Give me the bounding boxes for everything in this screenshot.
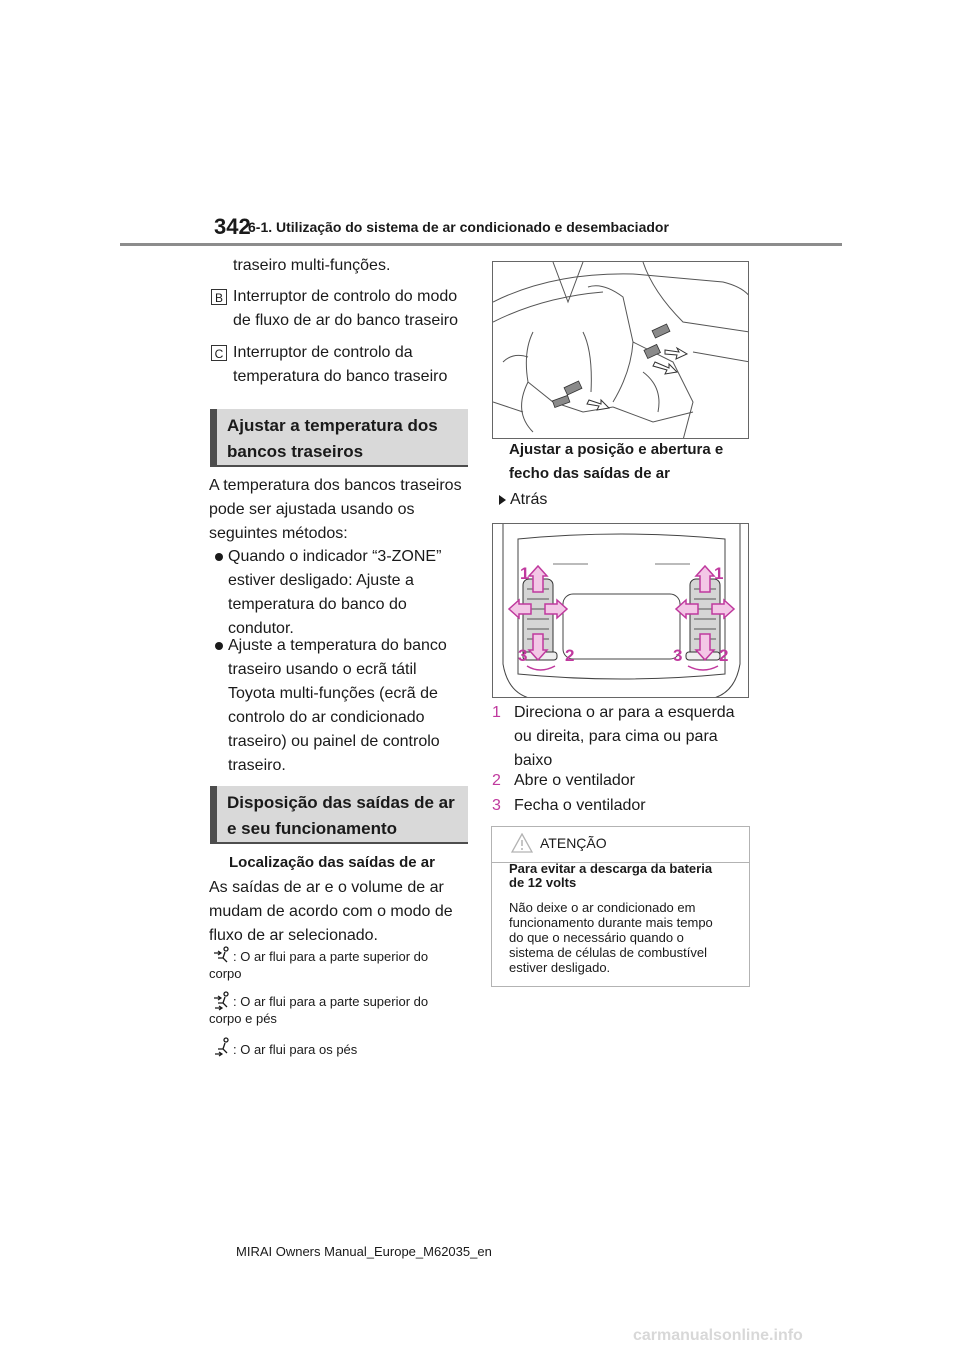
para2-line: mudam de acordo com o modo de	[209, 903, 453, 920]
caution-subtitle: Para evitar a descarga da bateria de 12 volts	[509, 861, 713, 890]
vent-label-3-right: 3	[673, 646, 683, 665]
face-airflow-icon	[212, 946, 232, 966]
heading1-line2: bancos traseiros	[227, 442, 364, 461]
vent-label-1-right: 1	[714, 564, 724, 583]
para1-line: pode ser ajustada usando os	[209, 501, 415, 518]
para2-line: fluxo de ar selecionado.	[209, 927, 378, 944]
face-feet-airflow-icon	[212, 991, 232, 1011]
feet-airflow-icon	[212, 1037, 232, 1057]
step-1-text: Direciona o ar para a esquerda ou direita, para cima ou para baixo	[514, 704, 735, 769]
vent-diagram	[493, 524, 749, 698]
paragraph-rear-temp	[209, 474, 462, 546]
bullet-dot	[215, 642, 223, 650]
heading-rear-seat-temperature	[210, 409, 468, 467]
item-c-line2: temperatura do banco traseiro	[233, 368, 448, 385]
page-number: 342	[214, 214, 251, 239]
caption-line2: fecho das saídas de ar	[509, 465, 670, 482]
triangle-bullet-icon	[499, 495, 506, 505]
header-rule	[120, 243, 842, 246]
vent-label-1-left: 1	[520, 564, 530, 583]
heading1-line1: Ajustar a temperatura dos	[227, 416, 438, 435]
heading-air-outlets	[210, 786, 468, 844]
item-b-line1: Interruptor de controlo do modo	[233, 288, 458, 305]
rear-seat-illustration	[493, 262, 749, 439]
mode-face-feet-line1: : O ar flui para a parte superior do	[233, 994, 429, 1009]
mode-face-feet-line2: corpo e pés	[209, 1011, 277, 1026]
item-c-line1: Interruptor de controlo da	[233, 344, 413, 361]
section-title: 6-1. Utilização do sistema de ar condicionado e desembaciador	[248, 219, 669, 235]
footer-text: MIRAI Owners Manual_Europe_M62035_en	[236, 1244, 492, 1259]
figure-vent-adjustment	[492, 523, 749, 698]
mode-feet-line1: : O ar flui para os pés	[233, 1042, 358, 1057]
label-b-box: B	[211, 289, 227, 305]
watermark: carmanualsonline.info	[633, 1327, 803, 1344]
caption-line1: Ajustar a posição e abertura e	[509, 441, 724, 458]
step-3-text: Fecha o ventilador	[514, 797, 646, 814]
bullet-2-text: Ajuste a temperatura do banco traseiro usando o ecrã tátil Toyota multi-funções (ecrã de controlo do ar condicionado traseiro) ou painel de controlo traseiro.	[228, 637, 447, 774]
caution-title: ATENÇÃO	[540, 835, 607, 851]
mode-face-line1: : O ar flui para a parte superior do	[233, 949, 429, 964]
vent-label-2-left: 2	[565, 646, 575, 665]
step-number: 1	[492, 704, 501, 721]
bullet-1-text: Quando o indicador “3-ZONE” estiver desligado: Ajuste a temperatura do banco do condutor.	[228, 548, 442, 637]
step-number: 2	[492, 772, 501, 789]
subheading-outlet-location: Localização das saídas de ar	[229, 854, 435, 871]
step-number: 3	[492, 797, 501, 814]
label-c-box: C	[211, 345, 227, 361]
heading2-line1: Disposição das saídas de ar	[227, 793, 455, 812]
paragraph-outlets	[209, 876, 453, 948]
figure-rear-outlets-location	[492, 261, 749, 439]
warning-triangle-icon	[511, 833, 533, 853]
caution-body: Não deixe o ar condicionado em funcionamento durante mais tempo do que o necessário quando o sistema de células de combustível estiver desligado.	[509, 900, 713, 975]
bullet-dot	[215, 553, 223, 561]
sub-bullet-text: Atrás	[510, 491, 548, 508]
figure-caption	[509, 438, 723, 486]
continuation-text: traseiro multi-funções.	[233, 257, 391, 274]
para1-line: seguintes métodos:	[209, 525, 348, 542]
item-b-line2: de fluxo de ar do banco traseiro	[233, 312, 459, 329]
caution-header	[492, 827, 749, 863]
heading2-line2: e seu funcionamento	[227, 819, 398, 838]
vent-label-2-right: 2	[719, 646, 729, 665]
step-2-text: Abre o ventilador	[514, 772, 635, 789]
mode-face-line2: corpo	[209, 966, 242, 981]
caution-box	[491, 826, 750, 987]
vent-label-3-left: 3	[518, 646, 528, 665]
para2-line: As saídas de ar e o volume de ar	[209, 879, 444, 896]
para1-line: A temperatura dos bancos traseiros	[209, 477, 462, 494]
